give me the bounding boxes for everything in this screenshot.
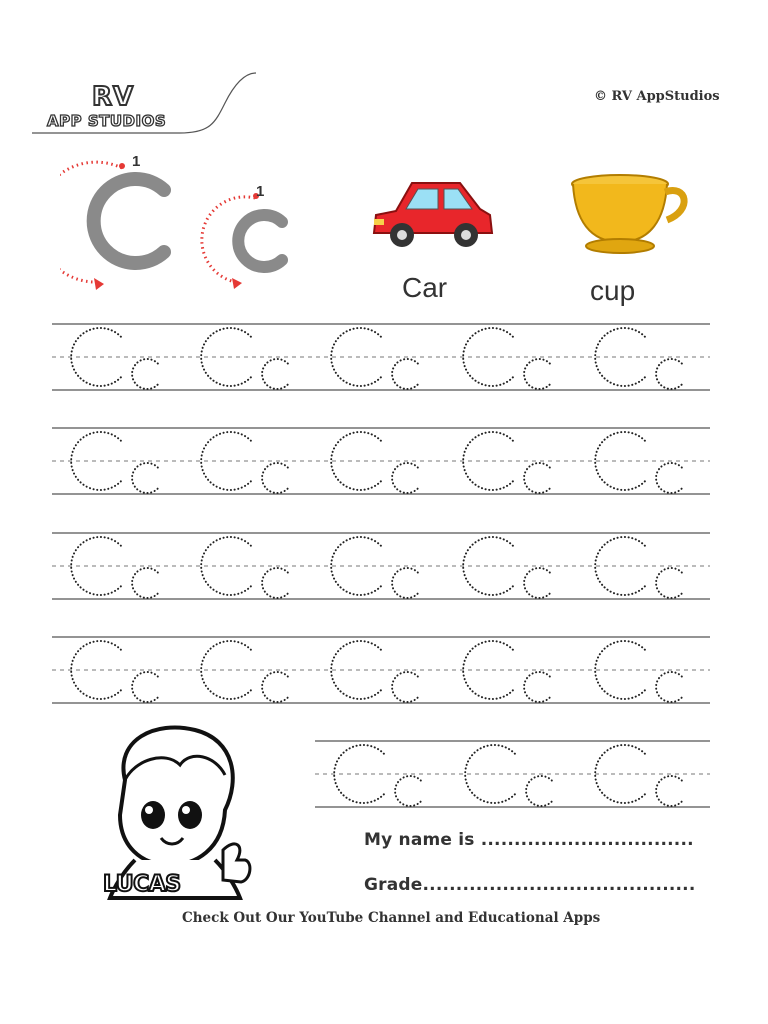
- grade-field[interactable]: Grade.........................................: [364, 875, 696, 895]
- dotted-upper-c: [201, 641, 251, 699]
- trace-letter-pair: [201, 328, 288, 389]
- dotted-lower-c: [524, 568, 550, 598]
- word-car: Car: [402, 272, 448, 303]
- dotted-lower-c: [132, 359, 158, 389]
- trace-letter-pair: [331, 641, 418, 702]
- dotted-lower-c: [392, 672, 418, 702]
- trace-letter-pair: [331, 328, 418, 389]
- trace-letter-pair: [331, 432, 418, 493]
- trace-letter-pair: [201, 641, 288, 702]
- dotted-lower-c: [395, 776, 421, 806]
- mascot-name: LUCAS: [103, 872, 181, 897]
- trace-letter-pair: [595, 432, 682, 493]
- dotted-lower-c: [262, 672, 288, 702]
- footer-text: Check Out Our YouTube Channel and Educational Apps: [182, 910, 601, 926]
- trace-letter-pair: [595, 537, 682, 598]
- brand-subtitle: APP STUDIOS: [47, 112, 167, 130]
- dotted-upper-c: [201, 328, 251, 386]
- trace-letter-pair: [71, 641, 158, 702]
- trace-letter-pair: [331, 537, 418, 598]
- trace-letter-pair: [201, 432, 288, 493]
- copyright-text: © RV AppStudios: [594, 89, 720, 104]
- name-field[interactable]: My name is ................................: [364, 830, 694, 850]
- dotted-lower-c: [526, 776, 552, 806]
- dotted-lower-c: [524, 359, 550, 389]
- trace-letter-pair: [595, 745, 682, 806]
- dotted-lower-c: [656, 672, 682, 702]
- dotted-lower-c: [656, 776, 682, 806]
- dotted-lower-c: [524, 463, 550, 493]
- trace-letter-pair: [595, 641, 682, 702]
- lower-c-stroke-number: 1: [256, 183, 265, 200]
- trace-letter-pair: [463, 641, 550, 702]
- upper-c-stroke-number: 1: [132, 153, 141, 170]
- dotted-lower-c: [392, 359, 418, 389]
- trace-letter-pair: [463, 537, 550, 598]
- trace-letter-pair: [465, 745, 552, 806]
- dotted-lower-c: [132, 463, 158, 493]
- dotted-lower-c: [262, 359, 288, 389]
- dotted-upper-c: [201, 537, 251, 595]
- trace-letter-pair: [334, 745, 421, 806]
- dotted-lower-c: [262, 568, 288, 598]
- dotted-lower-c: [392, 463, 418, 493]
- dotted-lower-c: [656, 568, 682, 598]
- word-cup: cup: [590, 275, 636, 306]
- brand-title: RV: [92, 82, 135, 112]
- dotted-lower-c: [132, 568, 158, 598]
- trace-letter-pair: [595, 328, 682, 389]
- dotted-lower-c: [392, 568, 418, 598]
- dotted-lower-c: [524, 672, 550, 702]
- trace-letter-pair: [201, 537, 288, 598]
- dotted-lower-c: [262, 463, 288, 493]
- trace-letter-pair: [71, 328, 158, 389]
- dotted-lower-c: [656, 463, 682, 493]
- dotted-upper-c: [201, 432, 251, 490]
- dotted-lower-c: [132, 672, 158, 702]
- trace-letter-pair: [463, 328, 550, 389]
- trace-letter-pair: [71, 432, 158, 493]
- trace-letter-pair: [71, 537, 158, 598]
- dotted-lower-c: [656, 359, 682, 389]
- trace-letter-pair: [463, 432, 550, 493]
